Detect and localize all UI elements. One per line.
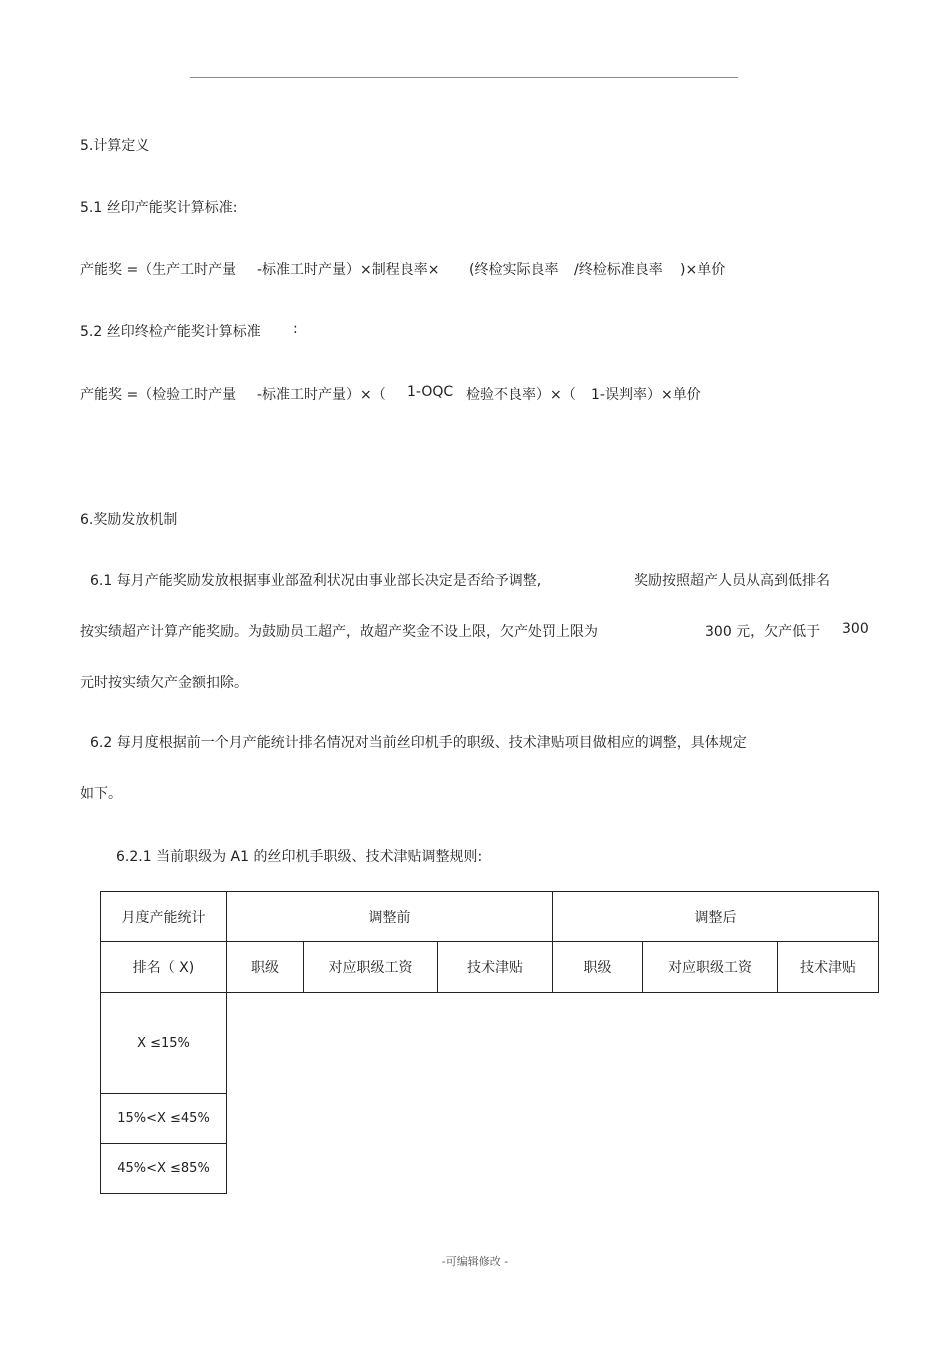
- section-6-1-line2-a: 按实绩超产计算产能奖励。为鼓励员工超产，故超产奖金不设上限，欠产处罚上限为: [80, 624, 598, 640]
- section-5-heading: 5.计算定义: [80, 138, 150, 154]
- rank-row-2: 15%<X ≤45%: [101, 1094, 227, 1144]
- after-grade-header: 职级: [553, 942, 643, 993]
- formula-5-2-part-a: 产能奖 =（检验工时产量: [80, 387, 237, 403]
- formula-5-2-part-b: -标准工时产量）×（: [257, 387, 386, 403]
- section-6-1-line1-b: 奖励按照超产人员从高到低排名: [634, 573, 830, 589]
- formula-5-1-part-d: /终检标准良率: [574, 262, 663, 278]
- section-5-2-colon: :: [293, 321, 298, 337]
- section-6-2-line2: 如下。: [80, 786, 122, 802]
- header-rule: [190, 77, 738, 78]
- rank-header-line1: 月度产能统计: [101, 892, 227, 942]
- section-6-1-line3: 元时按实绩欠产金额扣除。: [80, 675, 248, 691]
- section-5-2-heading: 5.2 丝印终检产能奖计算标准: [80, 324, 261, 340]
- section-6-1-line1-a: 6.1 每月产能奖励发放根据事业部盈利状况由事业部长决定是否给予调整,: [90, 573, 542, 589]
- section-6-2-1-heading: 6.2.1 当前职级为 A1 的丝印机手职级、技术津贴调整规则:: [116, 849, 483, 865]
- adjustment-rules-table: [100, 891, 879, 1194]
- before-header: 调整前: [227, 892, 553, 942]
- after-allowance-header: 技术津贴: [778, 942, 879, 993]
- rank-row-3: 45%<X ≤85%: [101, 1144, 227, 1194]
- section-5-1-heading: 5.1 丝印产能奖计算标准:: [80, 200, 238, 216]
- formula-5-1-part-c: (终检实际良率: [469, 262, 559, 278]
- before-grade-header: 职级: [227, 942, 304, 993]
- rank-row-1: X ≤15%: [101, 993, 227, 1094]
- formula-5-2-part-c: 1-OQC: [407, 384, 454, 400]
- formula-5-1-part-b: -标准工时产量）×制程良率×: [257, 262, 440, 278]
- formula-5-2-part-d: 检验不良率）×（: [466, 387, 576, 403]
- after-salary-header: 对应职级工资: [643, 942, 778, 993]
- section-6-heading: 6.奖励发放机制: [80, 512, 178, 528]
- rank-header-line2: 排名（ X): [101, 942, 227, 993]
- formula-5-2-part-e: 1-误判率）×单价: [591, 387, 701, 403]
- formula-5-1-part-e: )×单价: [680, 262, 726, 278]
- formula-5-1-part-a: 产能奖 =（生产工时产量: [80, 262, 237, 278]
- section-6-1-line2-c: 300: [842, 621, 869, 637]
- section-6-2-line1: 6.2 每月度根据前一个月产能统计排名情况对当前丝印机手的职级、技术津贴项目做相应的调整，具体规定: [90, 735, 747, 751]
- section-6-1-line2-b: 300 元，欠产低于: [705, 624, 821, 640]
- page-footer: -可编辑修改 -: [441, 1255, 509, 1268]
- after-header: 调整后: [553, 892, 879, 942]
- before-salary-header: 对应职级工资: [304, 942, 438, 993]
- before-allowance-header: 技术津贴: [438, 942, 553, 993]
